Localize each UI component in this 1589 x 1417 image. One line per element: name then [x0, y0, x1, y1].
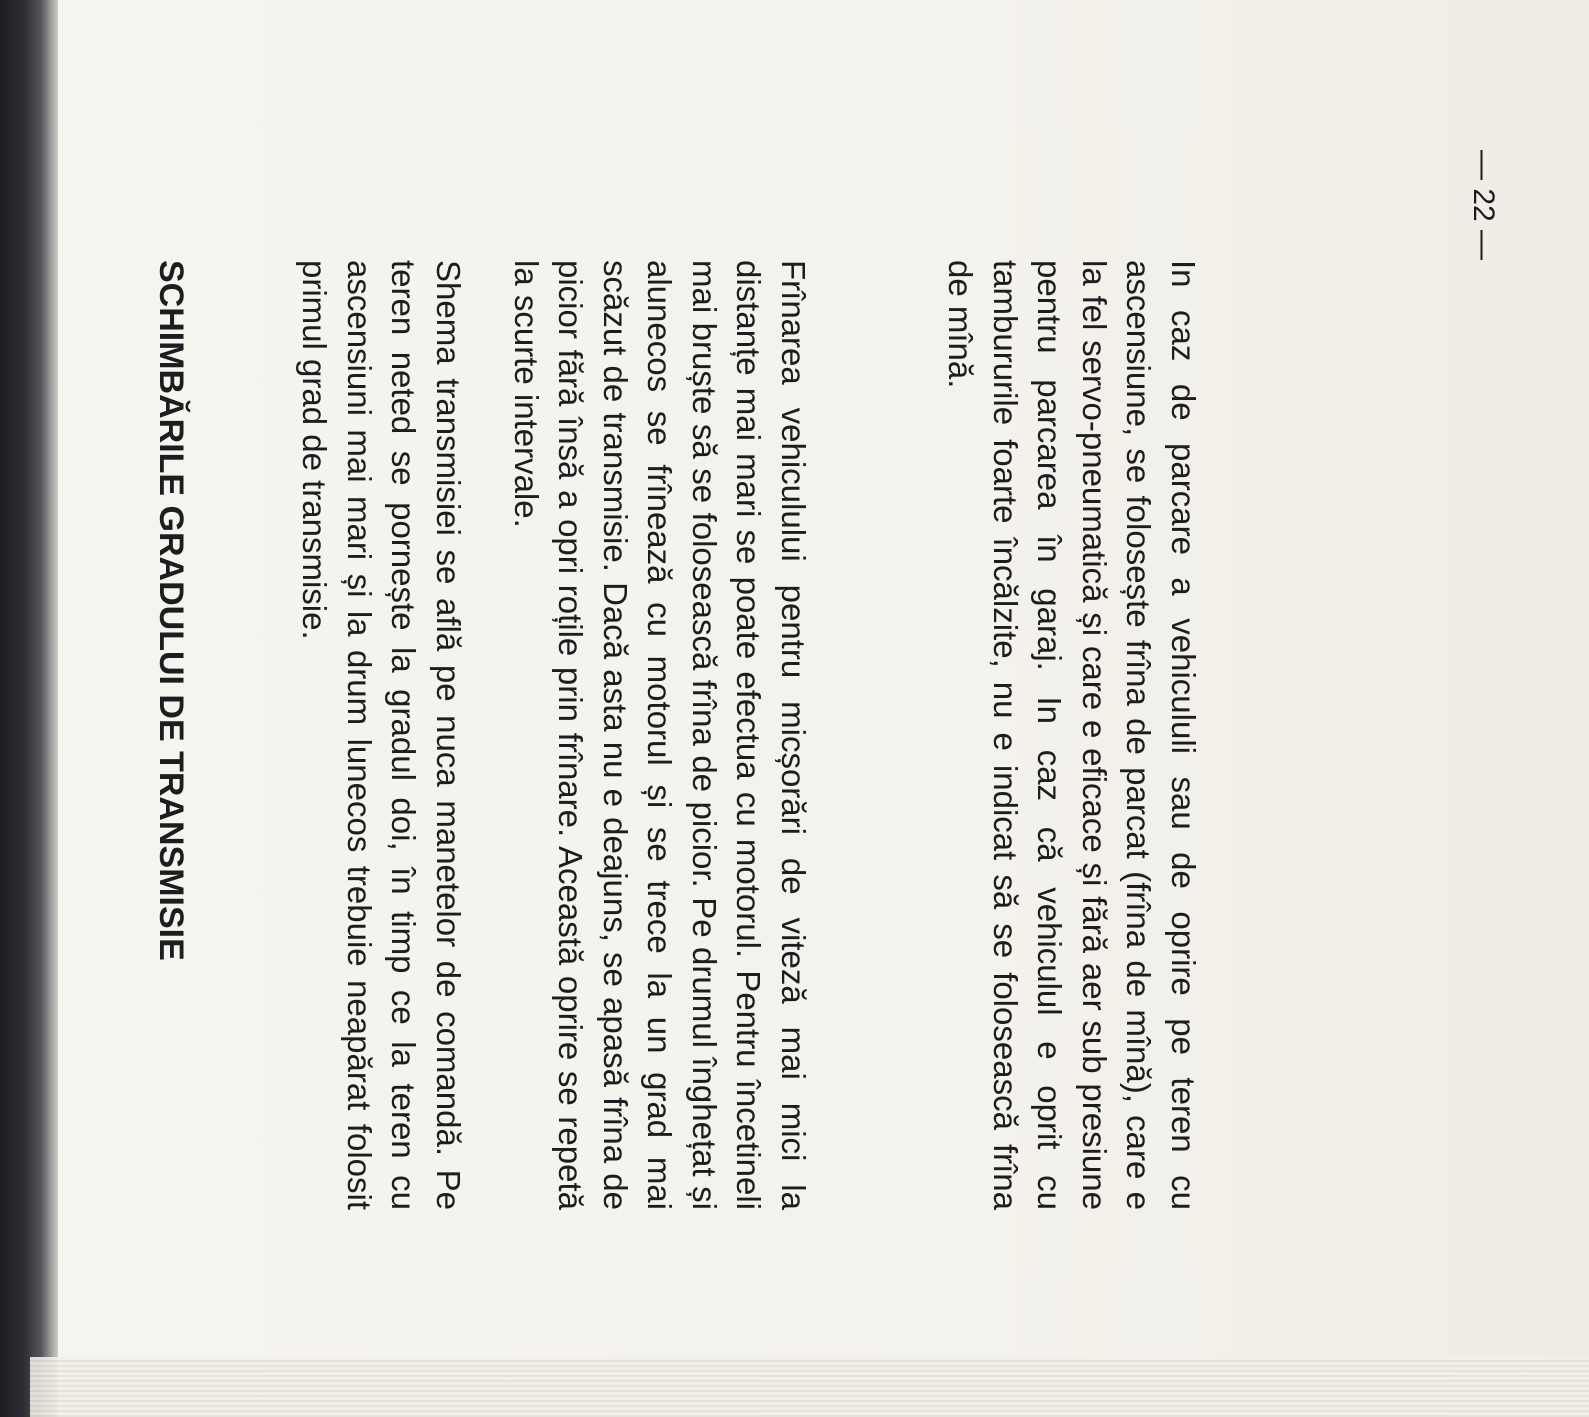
paragraph-1: Shema transmisiei se află pe nuca manetelor de comandă. Pe teren neted se pornește la gradul doi, în timp ce la teren cu ascensiuni mai mari și la drum lunecos trebuie neapărat folosit primul grad de transmisie. [296, 260, 467, 1210]
page-title: SCHIMBĂRILE GRADULUI DE TRANSMISIE [152, 260, 190, 961]
page-edges [30, 1357, 1589, 1417]
paragraph-3: In caz de parcare a vehicululi sau de oprire pe teren cu ascensiune, se folosește frîna de parcat (frîna de mînă), care e la fel servo-pneumatică și care e eficace și fără aer sub presiune pentru parcarea în garaj. In caz că vehiculul e oprit cu tambururile foarte încălzite, nu e indicat să se folosească frîna de mînă. [942, 260, 1202, 1210]
book-binding-shadow [0, 0, 58, 1417]
page-number: — 22 — [1467, 150, 1500, 261]
paragraph-2: Frînarea vehiculului pentru micșorări de viteză mai mici la distanțe mai mari se poate efectua cu motorul. Pentru încetineli mai bruște să se folosească frîna de picior. Pe drumul înghețat și alunecos se frînează cu motorul și se trece la un grad mai scăzut de transmisie. Dacă asta nu e deajuns, se apasă frîna de picior fără însă a opri roțile prin frînare. Această oprire se repetă la scurte intervale. [508, 260, 812, 1210]
